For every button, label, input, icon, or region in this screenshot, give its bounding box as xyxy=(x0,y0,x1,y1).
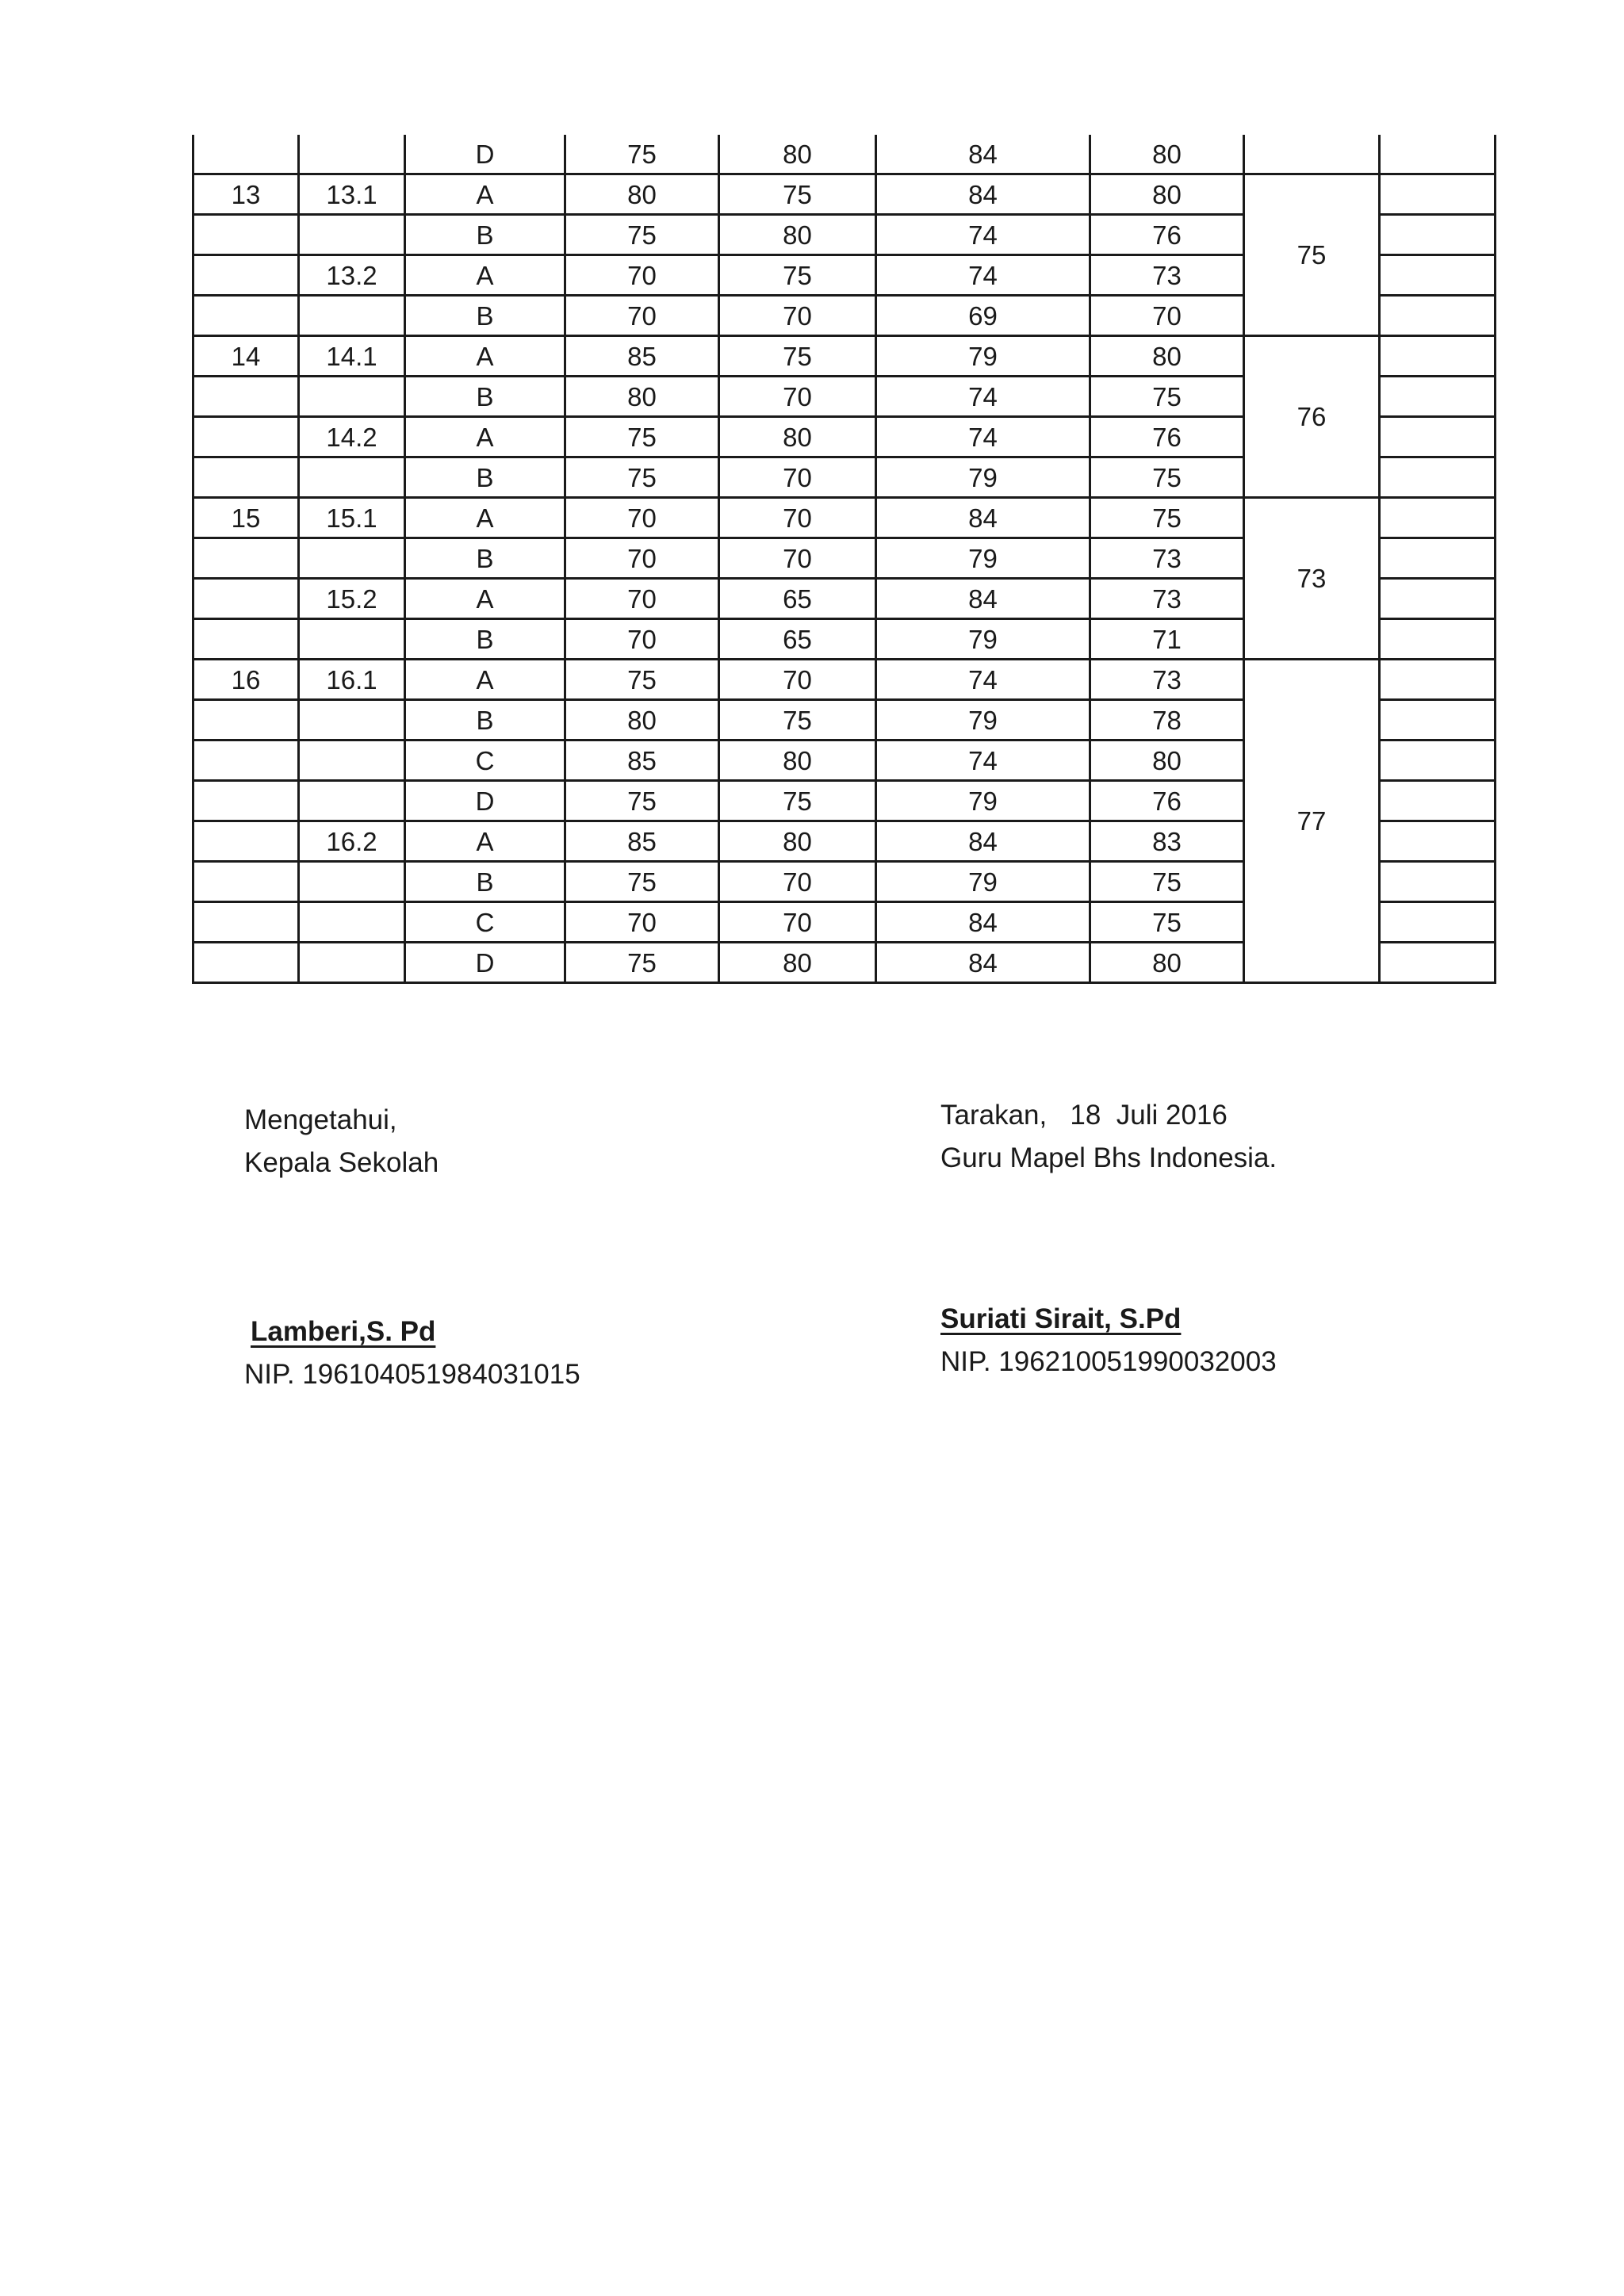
average-cell: 80 xyxy=(1090,135,1244,174)
teacher-title: Guru Mapel Bhs Indonesia. xyxy=(940,1142,1277,1173)
number-cell: 13 xyxy=(193,174,299,215)
number-cell xyxy=(193,619,299,660)
teacher-nip-block xyxy=(940,1341,1277,1383)
score1-cell: 85 xyxy=(565,821,719,862)
score2-cell: 75 xyxy=(719,781,876,821)
score3-cell: 74 xyxy=(876,215,1090,255)
group-score-cell xyxy=(1244,135,1380,174)
indicator-cell: B xyxy=(405,700,565,740)
indicator-cell: A xyxy=(405,255,565,296)
remarks-cell xyxy=(1380,862,1496,902)
kd-cell: 14.1 xyxy=(299,336,405,377)
remarks-cell xyxy=(1380,538,1496,579)
score1-cell: 80 xyxy=(565,700,719,740)
indicator-cell: C xyxy=(405,902,565,943)
indicator-cell: A xyxy=(405,417,565,457)
acknowledgement-label: Mengetahui, xyxy=(244,1104,397,1135)
score2-cell: 75 xyxy=(719,255,876,296)
score2-cell: 75 xyxy=(719,336,876,377)
average-cell: 73 xyxy=(1090,255,1244,296)
number-cell xyxy=(193,538,299,579)
signature-left xyxy=(244,1099,439,1184)
score3-cell: 79 xyxy=(876,336,1090,377)
indicator-cell: A xyxy=(405,498,565,538)
number-cell xyxy=(193,417,299,457)
score1-cell: 70 xyxy=(565,296,719,336)
score3-cell: 74 xyxy=(876,740,1090,781)
signature-right xyxy=(940,1094,1277,1180)
number-cell xyxy=(193,215,299,255)
score1-cell: 80 xyxy=(565,377,719,417)
score3-cell: 84 xyxy=(876,135,1090,174)
number-cell xyxy=(193,821,299,862)
average-cell: 80 xyxy=(1090,336,1244,377)
score1-cell: 70 xyxy=(565,902,719,943)
kd-cell xyxy=(299,457,405,498)
score3-cell: 79 xyxy=(876,619,1090,660)
score1-cell: 75 xyxy=(565,135,719,174)
score3-cell: 79 xyxy=(876,862,1090,902)
remarks-cell xyxy=(1380,135,1496,174)
kd-cell xyxy=(299,943,405,983)
group-score-cell: 75 xyxy=(1244,174,1380,336)
remarks-cell xyxy=(1380,902,1496,943)
score1-cell: 75 xyxy=(565,862,719,902)
indicator-cell: D xyxy=(405,135,565,174)
score1-cell: 70 xyxy=(565,538,719,579)
table-row xyxy=(193,174,1496,215)
score2-cell: 65 xyxy=(719,579,876,619)
score3-cell: 74 xyxy=(876,660,1090,700)
principal-nip: NIP. 196104051984031015 xyxy=(244,1359,580,1390)
group-score-cell: 77 xyxy=(1244,660,1380,983)
number-cell xyxy=(193,700,299,740)
remarks-cell xyxy=(1380,579,1496,619)
score3-cell: 84 xyxy=(876,579,1090,619)
average-cell: 73 xyxy=(1090,579,1244,619)
score-table xyxy=(192,135,1496,984)
table-row xyxy=(193,660,1496,700)
indicator-cell: A xyxy=(405,174,565,215)
score1-cell: 75 xyxy=(565,781,719,821)
indicator-cell: B xyxy=(405,619,565,660)
average-cell: 75 xyxy=(1090,457,1244,498)
score1-cell: 75 xyxy=(565,943,719,983)
remarks-cell xyxy=(1380,498,1496,538)
remarks-cell xyxy=(1380,215,1496,255)
kd-cell: 14.2 xyxy=(299,417,405,457)
kd-cell: 15.1 xyxy=(299,498,405,538)
score1-cell: 75 xyxy=(565,457,719,498)
score3-cell: 84 xyxy=(876,498,1090,538)
indicator-cell: B xyxy=(405,377,565,417)
average-cell: 76 xyxy=(1090,417,1244,457)
score2-cell: 75 xyxy=(719,174,876,215)
kd-cell: 16.1 xyxy=(299,660,405,700)
average-cell: 80 xyxy=(1090,943,1244,983)
place-date: Tarakan, 18 Juli 2016 xyxy=(940,1100,1228,1131)
average-cell: 73 xyxy=(1090,538,1244,579)
group-score-cell: 73 xyxy=(1244,498,1380,660)
table-row xyxy=(193,135,1496,174)
score1-cell: 75 xyxy=(565,660,719,700)
number-cell: 16 xyxy=(193,660,299,700)
score1-cell: 80 xyxy=(565,174,719,215)
average-cell: 80 xyxy=(1090,740,1244,781)
indicator-cell: B xyxy=(405,457,565,498)
average-cell: 75 xyxy=(1090,377,1244,417)
average-cell: 75 xyxy=(1090,862,1244,902)
kd-cell xyxy=(299,135,405,174)
average-cell: 83 xyxy=(1090,821,1244,862)
number-cell xyxy=(193,579,299,619)
score3-cell: 79 xyxy=(876,781,1090,821)
score2-cell: 80 xyxy=(719,740,876,781)
remarks-cell xyxy=(1380,255,1496,296)
kd-cell: 13.1 xyxy=(299,174,405,215)
kd-cell xyxy=(299,700,405,740)
score1-cell: 85 xyxy=(565,336,719,377)
score1-cell: 85 xyxy=(565,740,719,781)
kd-cell xyxy=(299,902,405,943)
score3-cell: 84 xyxy=(876,902,1090,943)
kd-cell xyxy=(299,619,405,660)
kd-cell xyxy=(299,740,405,781)
score2-cell: 80 xyxy=(719,135,876,174)
indicator-cell: A xyxy=(405,336,565,377)
teacher-nip: NIP. 196210051990032003 xyxy=(940,1346,1277,1377)
average-cell: 75 xyxy=(1090,498,1244,538)
teacher-name: Suriati Sirait, S.Pd xyxy=(940,1303,1182,1334)
kd-cell: 16.2 xyxy=(299,821,405,862)
principal-title: Kepala Sekolah xyxy=(244,1147,439,1178)
indicator-cell: B xyxy=(405,862,565,902)
score3-cell: 69 xyxy=(876,296,1090,336)
remarks-cell xyxy=(1380,781,1496,821)
remarks-cell xyxy=(1380,377,1496,417)
kd-cell xyxy=(299,296,405,336)
principal-nip-block xyxy=(244,1353,580,1396)
kd-cell: 15.2 xyxy=(299,579,405,619)
number-cell: 14 xyxy=(193,336,299,377)
average-cell: 80 xyxy=(1090,174,1244,215)
kd-cell xyxy=(299,215,405,255)
score1-cell: 70 xyxy=(565,619,719,660)
score2-cell: 70 xyxy=(719,660,876,700)
score3-cell: 74 xyxy=(876,255,1090,296)
score1-cell: 75 xyxy=(565,417,719,457)
number-cell xyxy=(193,943,299,983)
score3-cell: 79 xyxy=(876,538,1090,579)
number-cell xyxy=(193,862,299,902)
score3-cell: 74 xyxy=(876,417,1090,457)
remarks-cell xyxy=(1380,417,1496,457)
remarks-cell xyxy=(1380,821,1496,862)
remarks-cell xyxy=(1380,700,1496,740)
remarks-cell xyxy=(1380,336,1496,377)
score2-cell: 70 xyxy=(719,498,876,538)
indicator-cell: A xyxy=(405,660,565,700)
score1-cell: 75 xyxy=(565,215,719,255)
score3-cell: 79 xyxy=(876,700,1090,740)
score2-cell: 70 xyxy=(719,862,876,902)
average-cell: 75 xyxy=(1090,902,1244,943)
score1-cell: 70 xyxy=(565,579,719,619)
remarks-cell xyxy=(1380,296,1496,336)
score2-cell: 65 xyxy=(719,619,876,660)
score2-cell: 70 xyxy=(719,377,876,417)
remarks-cell xyxy=(1380,660,1496,700)
kd-cell xyxy=(299,862,405,902)
number-cell xyxy=(193,457,299,498)
score1-cell: 70 xyxy=(565,498,719,538)
remarks-cell xyxy=(1380,943,1496,983)
average-cell: 76 xyxy=(1090,781,1244,821)
average-cell: 76 xyxy=(1090,215,1244,255)
remarks-cell xyxy=(1380,740,1496,781)
kd-cell xyxy=(299,538,405,579)
indicator-cell: C xyxy=(405,740,565,781)
score3-cell: 84 xyxy=(876,943,1090,983)
table-row xyxy=(193,336,1496,377)
score3-cell: 84 xyxy=(876,174,1090,215)
average-cell: 70 xyxy=(1090,296,1244,336)
score2-cell: 80 xyxy=(719,943,876,983)
number-cell xyxy=(193,781,299,821)
kd-cell xyxy=(299,377,405,417)
number-cell xyxy=(193,296,299,336)
score2-cell: 70 xyxy=(719,296,876,336)
number-cell xyxy=(193,902,299,943)
score3-cell: 84 xyxy=(876,821,1090,862)
score2-cell: 80 xyxy=(719,417,876,457)
principal-name-block xyxy=(251,1311,435,1353)
score3-cell: 74 xyxy=(876,377,1090,417)
score3-cell: 79 xyxy=(876,457,1090,498)
indicator-cell: D xyxy=(405,781,565,821)
number-cell xyxy=(193,255,299,296)
indicator-cell: D xyxy=(405,943,565,983)
score2-cell: 75 xyxy=(719,700,876,740)
indicator-cell: B xyxy=(405,538,565,579)
average-cell: 78 xyxy=(1090,700,1244,740)
indicator-cell: B xyxy=(405,215,565,255)
score2-cell: 70 xyxy=(719,902,876,943)
score2-cell: 80 xyxy=(719,821,876,862)
indicator-cell: B xyxy=(405,296,565,336)
average-cell: 73 xyxy=(1090,660,1244,700)
score2-cell: 80 xyxy=(719,215,876,255)
score1-cell: 70 xyxy=(565,255,719,296)
average-cell: 71 xyxy=(1090,619,1244,660)
number-cell xyxy=(193,740,299,781)
score2-cell: 70 xyxy=(719,538,876,579)
remarks-cell xyxy=(1380,619,1496,660)
number-cell: 15 xyxy=(193,498,299,538)
teacher-name-block xyxy=(940,1298,1181,1341)
kd-cell xyxy=(299,781,405,821)
number-cell xyxy=(193,135,299,174)
number-cell xyxy=(193,377,299,417)
principal-name: Lamberi,S. Pd xyxy=(251,1316,436,1347)
remarks-cell xyxy=(1380,174,1496,215)
indicator-cell: A xyxy=(405,821,565,862)
table-row xyxy=(193,498,1496,538)
score2-cell: 70 xyxy=(719,457,876,498)
kd-cell: 13.2 xyxy=(299,255,405,296)
remarks-cell xyxy=(1380,457,1496,498)
indicator-cell: A xyxy=(405,579,565,619)
group-score-cell: 76 xyxy=(1244,336,1380,498)
